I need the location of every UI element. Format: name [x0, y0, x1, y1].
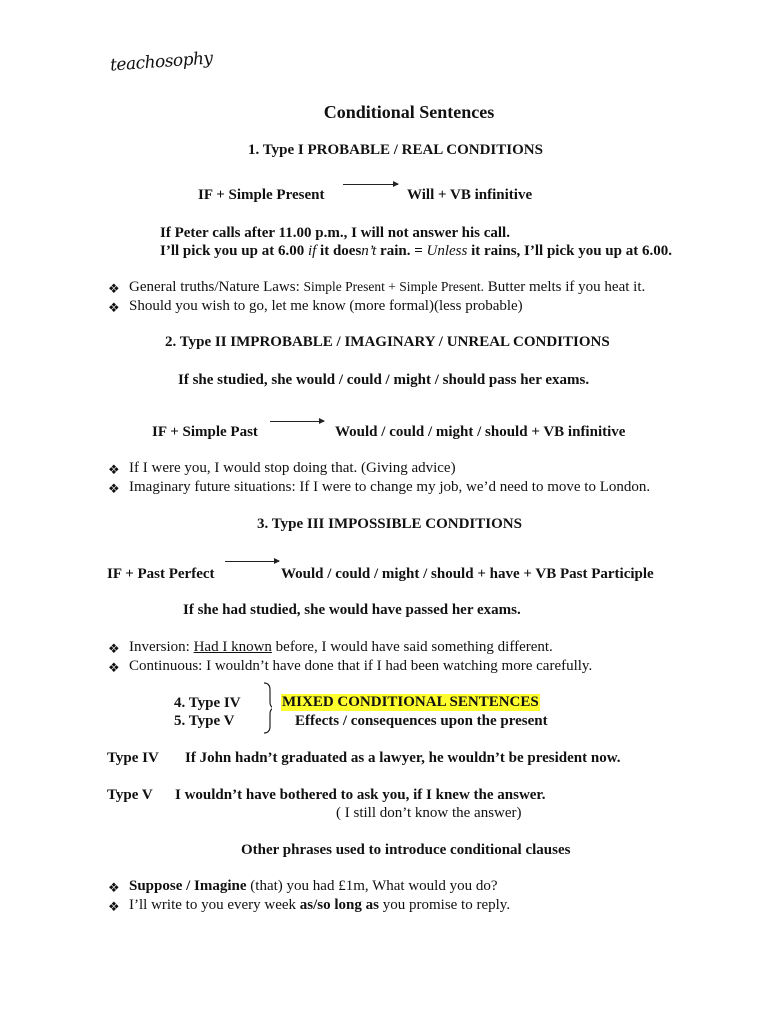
- type2-heading: 2. Type II IMPROBABLE / IMAGINARY / UNREAL CONDITIONS: [165, 334, 610, 350]
- teachosophy-logo: teachosophy: [109, 48, 214, 76]
- bullet-icon: ❖: [108, 481, 120, 496]
- type3-formula-right: Would / could / might / should + have + VB Past Participle: [281, 566, 654, 582]
- other-heading: Other phrases used to introduce conditional clauses: [241, 842, 571, 858]
- type1-example-1: If Peter calls after 11.00 p.m., I will not answer his call.: [160, 225, 510, 241]
- type1-arrow: [343, 184, 398, 185]
- type3-formula-left: IF + Past Perfect: [107, 566, 215, 582]
- bullet-icon: ❖: [108, 880, 120, 895]
- type2-bullet-2: Imaginary future situations: If I were to change my job, we’d need to move to London.: [129, 479, 651, 495]
- type2-formula-left: IF + Simple Past: [152, 424, 258, 440]
- type1-formula-left: IF + Simple Present: [198, 187, 325, 203]
- type1-formula-right: Will + VB infinitive: [407, 187, 533, 203]
- brace-icon: [262, 682, 272, 734]
- bullet-icon: ❖: [108, 300, 120, 315]
- type3-arrow: [225, 561, 279, 562]
- type4-example-label: Type IV: [107, 750, 159, 766]
- type4-example: If John hadn’t graduated as a lawyer, he wouldn’t be president now.: [185, 750, 621, 766]
- type5-note: ( I still don’t know the answer): [336, 805, 522, 821]
- mixed-effects: Effects / consequences upon the present: [295, 713, 548, 729]
- bullet-icon: ❖: [108, 660, 120, 675]
- type5-example-label: Type V: [107, 787, 153, 803]
- bullet-icon: ❖: [108, 281, 120, 296]
- type2-arrow: [270, 421, 324, 422]
- type3-heading: 3. Type III IMPOSSIBLE CONDITIONS: [257, 516, 522, 532]
- other-bullet-2: I’ll write to you every week as/so long as you promise to reply.: [129, 897, 511, 913]
- type3-bullet-1: Inversion: Had I known before, I would have said something different.: [129, 639, 553, 655]
- type1-example-2: I’ll pick you up at 6.00 if it doesn’t rain. = Unless it rains, I’ll pick you up at 6.00.: [160, 243, 672, 259]
- type4-item: 4. Type IV: [174, 695, 241, 711]
- type2-formula-right: Would / could / might / should + VB infinitive: [335, 424, 626, 440]
- page-title: Conditional Sentences: [323, 102, 495, 122]
- bullet-icon: ❖: [108, 462, 120, 477]
- type1-bullet-2: Should you wish to go, let me know (more formal)(less probable): [129, 298, 523, 314]
- type3-bullet-2: Continuous: I wouldn’t have done that if I had been watching more carefully.: [129, 658, 593, 674]
- type3-example: If she had studied, she would have passed her exams.: [183, 602, 521, 618]
- type1-heading: 1. Type I PROBABLE / REAL CONDITIONS: [248, 142, 543, 158]
- type5-item: 5. Type V: [174, 713, 235, 729]
- bullet-icon: ❖: [108, 641, 120, 656]
- type2-example: If she studied, she would / could / might / should pass her exams.: [178, 372, 590, 388]
- type2-bullet-1: If I were you, I would stop doing that. (Giving advice): [129, 460, 456, 476]
- type1-bullet-1: General truths/Nature Laws: Simple Present + Simple Present. Butter melts if you heat it.: [129, 279, 646, 295]
- bullet-icon: ❖: [108, 899, 120, 914]
- mixed-highlight-title: MIXED CONDITIONAL SENTENCES: [282, 694, 539, 710]
- other-bullet-1: Suppose / Imagine (that) you had £1m, What would you do?: [129, 878, 498, 894]
- type5-example: I wouldn’t have bothered to ask you, if I knew the answer.: [175, 787, 546, 803]
